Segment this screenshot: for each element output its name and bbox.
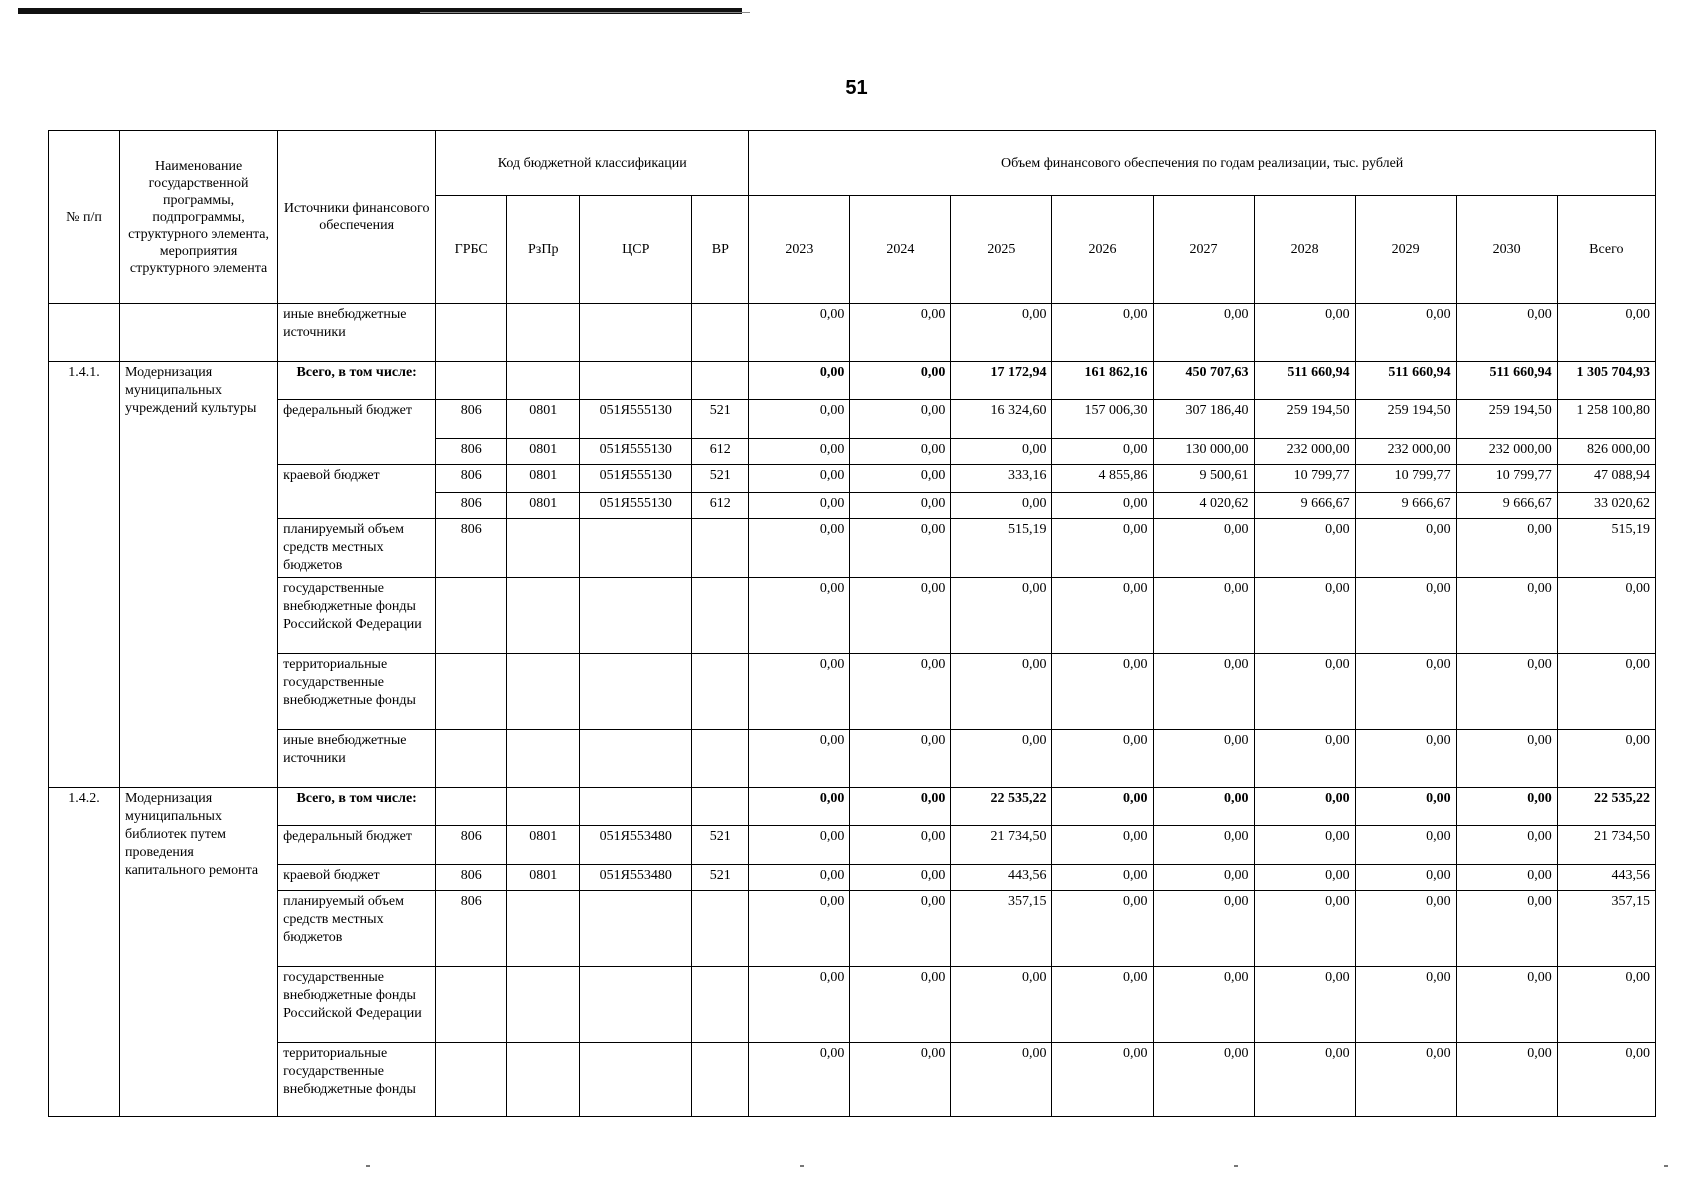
code-csr [580,654,692,730]
value-2024: 0,00 [850,1043,951,1117]
value-2024: 0,00 [850,465,951,493]
value-2024: 0,00 [850,788,951,826]
value-total: 826 000,00 [1557,439,1655,465]
table-row [49,519,1656,578]
value-2030: 0,00 [1456,891,1557,967]
value-2027: 130 000,00 [1153,439,1254,465]
code-vr [692,730,749,788]
value-2030: 9 666,67 [1456,493,1557,519]
code-vr: 521 [692,826,749,865]
value-2024: 0,00 [850,578,951,654]
header-year-2024: 2024 [850,196,951,304]
code-csr: 051Я555130 [580,493,692,519]
value-2028: 0,00 [1254,1043,1355,1117]
funding-source: территориальные государственные внебюджетные фонды [278,1043,436,1117]
code-csr [580,788,692,826]
value-2025: 21 734,50 [951,826,1052,865]
code-grbs [436,654,507,730]
value-2026: 4 855,86 [1052,465,1153,493]
value-2030: 0,00 [1456,967,1557,1043]
value-2027: 0,00 [1153,967,1254,1043]
code-csr [580,730,692,788]
funding-source: краевой бюджет [278,865,436,891]
value-2024: 0,00 [850,967,951,1043]
value-total: 21 734,50 [1557,826,1655,865]
header-budget-code: Код бюджетной классификации [436,131,749,196]
value-2023: 0,00 [749,362,850,400]
value-2025: 16 324,60 [951,400,1052,439]
value-2030: 0,00 [1456,788,1557,826]
code-vr [692,1043,749,1117]
value-2026: 0,00 [1052,439,1153,465]
table-header [49,131,1656,304]
value-total: 0,00 [1557,304,1655,362]
value-2026: 0,00 [1052,304,1153,362]
value-2025: 0,00 [951,967,1052,1043]
code-grbs [436,967,507,1043]
value-2027: 0,00 [1153,519,1254,578]
code-rzpr [507,967,580,1043]
value-2027: 0,00 [1153,578,1254,654]
value-2024: 0,00 [850,400,951,439]
code-csr [580,1043,692,1117]
value-2025: 0,00 [951,493,1052,519]
header-year-2027: 2027 [1153,196,1254,304]
code-vr: 521 [692,465,749,493]
value-2025: 0,00 [951,654,1052,730]
header-year-2026: 2026 [1052,196,1153,304]
value-2029: 0,00 [1355,654,1456,730]
funding-source: Всего, в том числе: [278,788,436,826]
value-2023: 0,00 [749,465,850,493]
value-2025: 22 535,22 [951,788,1052,826]
value-total: 515,19 [1557,519,1655,578]
code-grbs [436,788,507,826]
value-2029: 9 666,67 [1355,493,1456,519]
code-rzpr: 0801 [507,865,580,891]
value-2028: 0,00 [1254,826,1355,865]
value-2027: 0,00 [1153,1043,1254,1117]
funding-source: иные внебюджетные источники [278,730,436,788]
table-row [49,400,1656,439]
code-csr: 051Я553480 [580,826,692,865]
value-2028: 0,00 [1254,788,1355,826]
value-2029: 0,00 [1355,891,1456,967]
value-2029: 0,00 [1355,967,1456,1043]
value-2023: 0,00 [749,788,850,826]
funding-source: Всего, в том числе: [278,362,436,400]
value-2028: 0,00 [1254,891,1355,967]
code-rzpr [507,362,580,400]
table-row [49,826,1656,865]
value-total: 0,00 [1557,730,1655,788]
code-vr [692,788,749,826]
value-2025: 17 172,94 [951,362,1052,400]
value-2029: 0,00 [1355,730,1456,788]
value-2024: 0,00 [850,865,951,891]
value-2030: 0,00 [1456,1043,1557,1117]
header-year-2029: 2029 [1355,196,1456,304]
value-2023: 0,00 [749,865,850,891]
value-2027: 4 020,62 [1153,493,1254,519]
value-2024: 0,00 [850,730,951,788]
page-number: 51 [845,77,868,99]
row-number: 1.4.2. [49,788,120,1117]
header-volume: Объем финансового обеспечения по годам реализации, тыс. рублей [749,131,1656,196]
code-rzpr [507,730,580,788]
value-total: 0,00 [1557,578,1655,654]
funding-source: планируемый объем средств местных бюджетов [278,519,436,578]
value-2027: 0,00 [1153,730,1254,788]
value-2023: 0,00 [749,578,850,654]
value-2023: 0,00 [749,519,850,578]
code-grbs: 806 [436,465,507,493]
code-csr [580,578,692,654]
code-rzpr [507,788,580,826]
code-vr [692,967,749,1043]
value-2027: 9 500,61 [1153,465,1254,493]
value-2028: 511 660,94 [1254,362,1355,400]
value-total: 357,15 [1557,891,1655,967]
value-2024: 0,00 [850,304,951,362]
value-2025: 0,00 [951,730,1052,788]
code-rzpr [507,578,580,654]
code-grbs: 806 [436,891,507,967]
value-2025: 0,00 [951,1043,1052,1117]
table-row [49,654,1656,730]
value-2029: 0,00 [1355,788,1456,826]
code-grbs: 806 [436,493,507,519]
code-rzpr: 0801 [507,826,580,865]
code-vr [692,519,749,578]
value-2025: 357,15 [951,891,1052,967]
value-2025: 0,00 [951,304,1052,362]
value-total: 443,56 [1557,865,1655,891]
code-grbs [436,304,507,362]
funding-source: краевой бюджет [278,465,436,519]
table-row [49,578,1656,654]
value-2026: 157 006,30 [1052,400,1153,439]
value-2029: 0,00 [1355,865,1456,891]
header-year-2025: 2025 [951,196,1052,304]
value-2029: 0,00 [1355,304,1456,362]
value-2030: 0,00 [1456,865,1557,891]
code-vr: 521 [692,400,749,439]
code-grbs: 806 [436,439,507,465]
code-csr: 051Я555130 [580,465,692,493]
code-rzpr [507,654,580,730]
value-total: 47 088,94 [1557,465,1655,493]
value-2026: 0,00 [1052,519,1153,578]
table-body [49,304,1656,1117]
value-2024: 0,00 [850,493,951,519]
value-2023: 0,00 [749,493,850,519]
code-vr: 521 [692,865,749,891]
value-2024: 0,00 [850,362,951,400]
row-number: 1.4.1. [49,362,120,788]
code-vr: 612 [692,439,749,465]
value-2028: 0,00 [1254,865,1355,891]
value-2027: 0,00 [1153,304,1254,362]
code-vr [692,578,749,654]
value-2026: 161 862,16 [1052,362,1153,400]
scan-mark [1234,1165,1238,1167]
value-2028: 0,00 [1254,304,1355,362]
value-2025: 443,56 [951,865,1052,891]
table-row [49,1043,1656,1117]
value-2030: 0,00 [1456,826,1557,865]
value-total: 22 535,22 [1557,788,1655,826]
value-2028: 0,00 [1254,578,1355,654]
value-2026: 0,00 [1052,788,1153,826]
code-csr: 051Я555130 [580,400,692,439]
value-2026: 0,00 [1052,1043,1153,1117]
code-rzpr [507,519,580,578]
value-2028: 10 799,77 [1254,465,1355,493]
value-2024: 0,00 [850,826,951,865]
code-grbs: 806 [436,400,507,439]
value-2026: 0,00 [1052,654,1153,730]
value-2028: 0,00 [1254,967,1355,1043]
code-csr [580,362,692,400]
code-rzpr: 0801 [507,400,580,439]
code-csr [580,304,692,362]
value-2026: 0,00 [1052,730,1153,788]
value-2025: 333,16 [951,465,1052,493]
code-csr [580,967,692,1043]
header-code-grbs: ГРБС [436,196,507,304]
value-2029: 0,00 [1355,519,1456,578]
value-2027: 0,00 [1153,826,1254,865]
value-2029: 0,00 [1355,826,1456,865]
row-name: Модернизация муниципальных учреждений культуры [120,362,278,788]
funding-source: федеральный бюджет [278,826,436,865]
value-total: 1 305 704,93 [1557,362,1655,400]
code-grbs: 806 [436,826,507,865]
table-row [49,362,1656,400]
value-2023: 0,00 [749,967,850,1043]
scan-mark [366,1165,370,1167]
value-2027: 307 186,40 [1153,400,1254,439]
scan-mark [1664,1165,1668,1167]
table-row [49,730,1656,788]
value-2029: 0,00 [1355,578,1456,654]
value-2023: 0,00 [749,400,850,439]
value-2025: 0,00 [951,578,1052,654]
value-2028: 0,00 [1254,654,1355,730]
value-2027: 0,00 [1153,865,1254,891]
table-row [49,967,1656,1043]
code-csr: 051Я555130 [580,439,692,465]
table-row [49,865,1656,891]
table-row [49,891,1656,967]
value-2023: 0,00 [749,730,850,788]
header-year-2023: 2023 [749,196,850,304]
value-2025: 515,19 [951,519,1052,578]
value-2030: 259 194,50 [1456,400,1557,439]
table-row [49,465,1656,493]
value-total: 0,00 [1557,1043,1655,1117]
header-code-rzpr: РзПр [507,196,580,304]
code-grbs: 806 [436,865,507,891]
value-2024: 0,00 [850,519,951,578]
funding-source: территориальные государственные внебюджетные фонды [278,654,436,730]
funding-source: иные внебюджетные источники [278,304,436,362]
code-rzpr: 0801 [507,465,580,493]
value-2024: 0,00 [850,439,951,465]
header-code-vr: ВР [692,196,749,304]
value-2026: 0,00 [1052,967,1153,1043]
value-2023: 0,00 [749,891,850,967]
value-2024: 0,00 [850,654,951,730]
header-year-2030: 2030 [1456,196,1557,304]
value-2023: 0,00 [749,439,850,465]
value-2027: 450 707,63 [1153,362,1254,400]
value-2023: 0,00 [749,1043,850,1117]
value-2029: 511 660,94 [1355,362,1456,400]
value-2023: 0,00 [749,654,850,730]
code-rzpr [507,1043,580,1117]
value-2026: 0,00 [1052,891,1153,967]
header-total: Всего [1557,196,1655,304]
value-2030: 0,00 [1456,519,1557,578]
value-2029: 259 194,50 [1355,400,1456,439]
value-2030: 0,00 [1456,654,1557,730]
value-2028: 9 666,67 [1254,493,1355,519]
value-2030: 0,00 [1456,730,1557,788]
header-name: Наименование государственной программы, подпрограммы, структурного элемента, мероприятия структурного элемента [120,131,278,304]
value-2027: 0,00 [1153,891,1254,967]
value-2030: 10 799,77 [1456,465,1557,493]
value-2028: 0,00 [1254,519,1355,578]
value-2026: 0,00 [1052,493,1153,519]
value-2030: 0,00 [1456,578,1557,654]
value-2027: 0,00 [1153,654,1254,730]
value-2025: 0,00 [951,439,1052,465]
scan-top-border [18,8,742,14]
code-vr [692,304,749,362]
code-rzpr [507,304,580,362]
value-2028: 0,00 [1254,730,1355,788]
value-2029: 232 000,00 [1355,439,1456,465]
code-csr [580,519,692,578]
value-total: 0,00 [1557,654,1655,730]
value-2023: 0,00 [749,826,850,865]
value-2030: 0,00 [1456,304,1557,362]
value-2023: 0,00 [749,304,850,362]
financing-table [48,130,1656,1117]
funding-source: федеральный бюджет [278,400,436,465]
value-2030: 232 000,00 [1456,439,1557,465]
funding-source: планируемый объем средств местных бюджетов [278,891,436,967]
code-grbs [436,730,507,788]
code-vr: 612 [692,493,749,519]
value-2028: 259 194,50 [1254,400,1355,439]
code-vr [692,362,749,400]
code-grbs [436,1043,507,1117]
code-grbs [436,578,507,654]
row-name [120,304,278,362]
value-total: 1 258 100,80 [1557,400,1655,439]
scan-mark [800,1165,804,1167]
funding-source: государственные внебюджетные фонды Российской Федерации [278,578,436,654]
code-vr [692,654,749,730]
table-row [49,788,1656,826]
scan-top-border-tail [420,12,750,13]
header-num: № п/п [49,131,120,304]
value-2024: 0,00 [850,891,951,967]
header-year-2028: 2028 [1254,196,1355,304]
row-number [49,304,120,362]
value-2027: 0,00 [1153,788,1254,826]
code-csr [580,891,692,967]
value-total: 0,00 [1557,967,1655,1043]
header-code-csr: ЦСР [580,196,692,304]
code-grbs: 806 [436,519,507,578]
code-vr [692,891,749,967]
row-name: Модернизация муниципальных библиотек путем проведения капитального ремонта [120,788,278,1117]
value-total: 33 020,62 [1557,493,1655,519]
code-rzpr: 0801 [507,439,580,465]
funding-source: государственные внебюджетные фонды Российской Федерации [278,967,436,1043]
table-row [49,304,1656,362]
value-2028: 232 000,00 [1254,439,1355,465]
value-2029: 10 799,77 [1355,465,1456,493]
code-rzpr [507,891,580,967]
code-csr: 051Я553480 [580,865,692,891]
value-2029: 0,00 [1355,1043,1456,1117]
value-2026: 0,00 [1052,865,1153,891]
value-2030: 511 660,94 [1456,362,1557,400]
value-2026: 0,00 [1052,578,1153,654]
value-2026: 0,00 [1052,826,1153,865]
header-sources: Источники финансового обеспечения [278,131,436,304]
code-grbs [436,362,507,400]
code-rzpr: 0801 [507,493,580,519]
